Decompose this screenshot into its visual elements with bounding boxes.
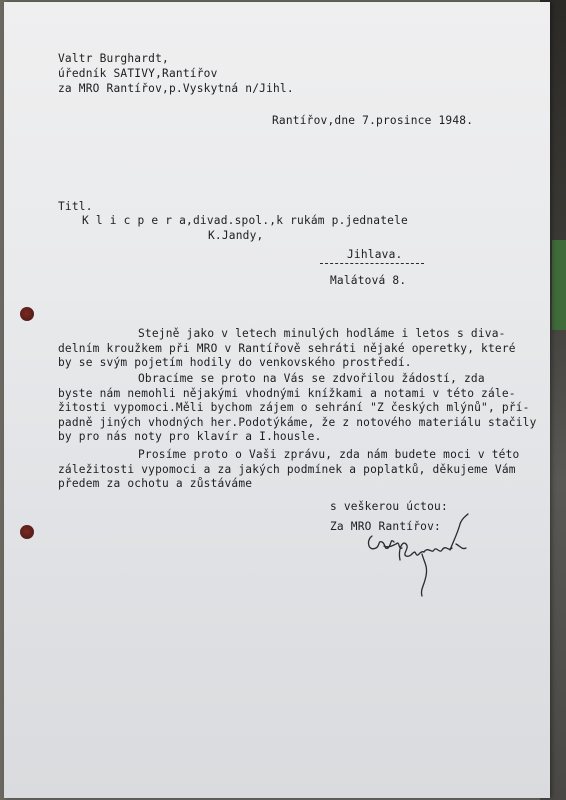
paragraph-2-line: žitosti vypomoci.Měli bychom zájem o sehrání "Z českých mlýnů", pří- — [58, 401, 530, 414]
paragraph-2 — [58, 372, 537, 445]
recipient-line2: K.Jandy, — [208, 229, 264, 242]
paragraph-3-line: předem za ochotu a zůstáváme — [58, 477, 253, 490]
paragraph-3 — [58, 448, 519, 492]
date-line: Rantířov,dne 7.prosince 1948. — [272, 114, 474, 127]
paragraph-2-line: by pro nás noty pro klavír a I.housle. — [58, 430, 322, 443]
sender-organization: za MRO Rantířov,p.Vyskytná n/Jihl. — [58, 82, 294, 95]
address-underline — [320, 263, 424, 264]
punch-hole-top — [20, 307, 34, 321]
paragraph-2-line: byste nám nemohli nějakými vhodnými knížkami a notami v této zále- — [58, 386, 516, 400]
sender-title: úředník SATIVY,Rantířov — [58, 67, 218, 80]
paragraph-1-line: Stejně jako v letech minulých hodláme i letos s diva- — [138, 327, 506, 340]
handwritten-signature — [362, 510, 482, 600]
recipient-city: Jihlava. — [347, 248, 403, 261]
backdrop-green-strip — [552, 240, 566, 330]
paragraph-2-line: padně jiných vhodných her.Podotýkáme, že z notového materiálu stačily — [58, 415, 537, 429]
paragraph-2-line: Obracíme se proto na Vás se zdvořilou žádostí, zda — [138, 372, 485, 385]
recipient-street: Malátová 8. — [330, 274, 407, 287]
paragraph-1-line: by se svým pojetím hodily do venkovského prostředí. — [58, 356, 412, 369]
closing: s veškerou úctou: — [330, 500, 448, 513]
recipient-salutation: Titl. — [58, 200, 93, 213]
sender-name: Valtr Burghardt, — [58, 52, 169, 65]
paragraph-1 — [58, 327, 516, 371]
paragraph-3-line: záležitosti vypomoci a za jakých podmínek a poplatků, děkujeme Vám — [58, 462, 516, 476]
recipient-line1: K l i c p e r a,divad.spol.,k rukám p.jednatele — [82, 214, 408, 227]
paragraph-3-line: Prosíme proto o Vaši zprávu, zda nám budete moci v této — [138, 448, 520, 461]
paragraph-1-line: delním kroužkem při MRO v Rantířově sehráti nějaké operetky, které — [58, 341, 516, 355]
signatory-line: Za MRO Rantířov: — [330, 520, 441, 533]
punch-hole-bottom — [20, 525, 34, 539]
